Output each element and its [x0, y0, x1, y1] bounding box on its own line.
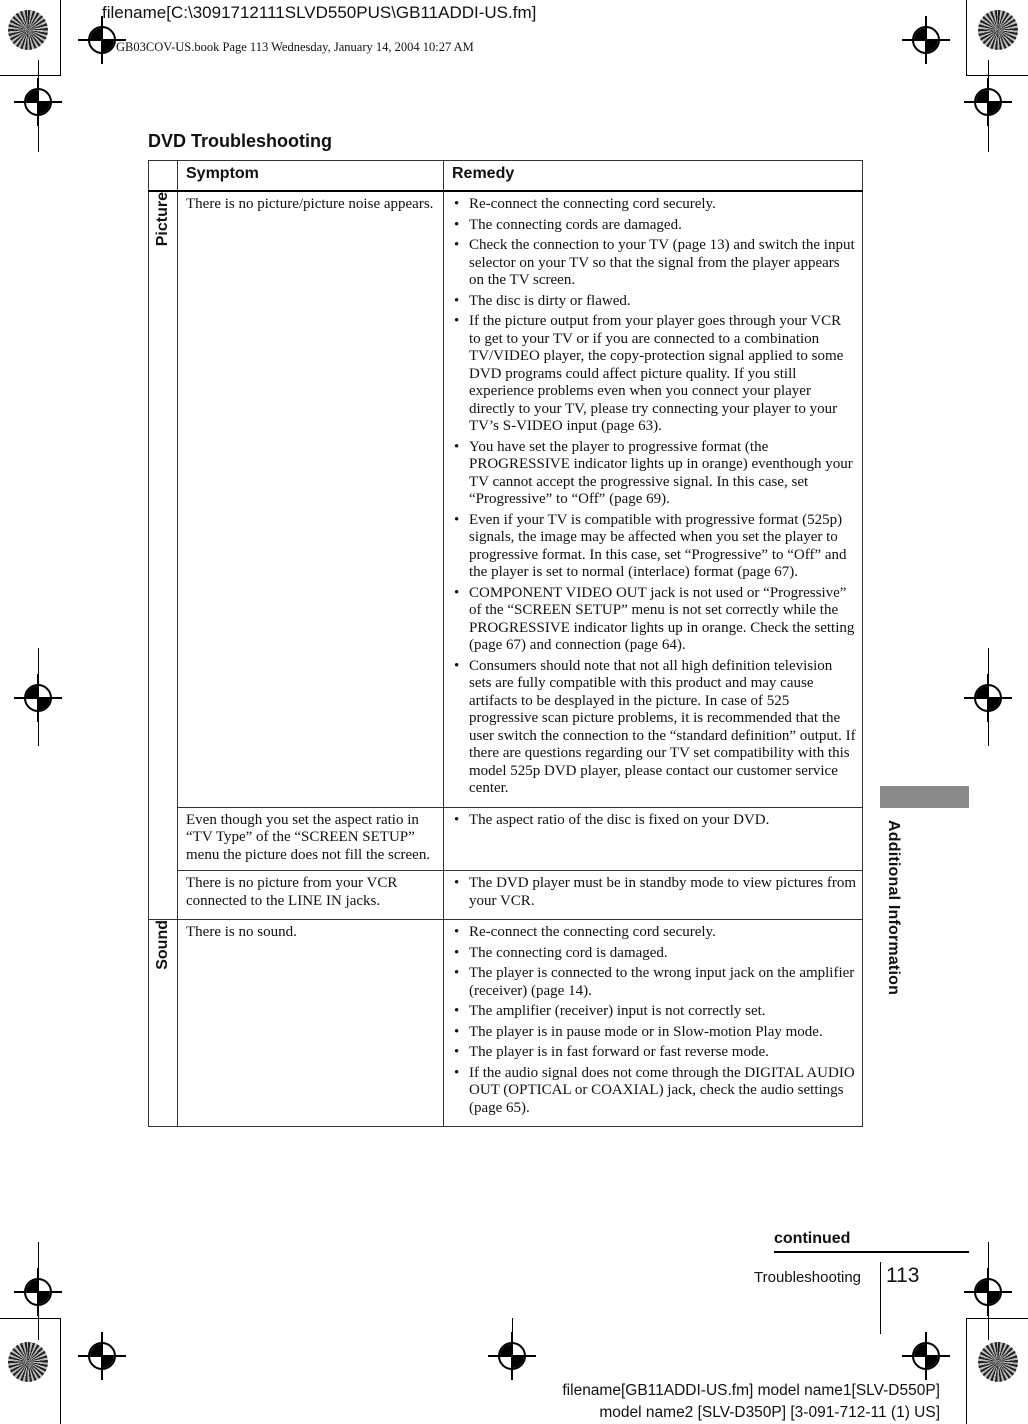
registration-mark-icon — [912, 1342, 940, 1370]
side-tab-bar — [880, 786, 969, 808]
list-item: • If the audio signal does not come through the DIGITAL AUDIO OUT (OPTICAL or COAXIAL) jack, check the audio settings (page 65). — [452, 1065, 856, 1118]
star-target-icon — [978, 1342, 1018, 1382]
list-item: • The connecting cords are damaged. — [452, 217, 856, 235]
list-item: • COMPONENT VIDEO OUT jack is not used or “Progressive” of the “SCREEN SETUP” menu is not set correctly while the PROGRESSIVE indicator lights up in orange. Check the setting (page 67) and connection (page 64). — [452, 585, 856, 655]
remedy-cell — [444, 871, 863, 920]
remedy-cell — [444, 807, 863, 871]
table-row — [149, 191, 863, 807]
registration-mark-icon — [974, 684, 1002, 712]
category-picture: Picture — [149, 191, 178, 920]
model-info: model name2 [SLV-D350P] [3-091-712-11 (1) US] — [599, 1404, 940, 1421]
page-title: DVD Troubleshooting — [148, 131, 332, 151]
footer-section-label: Troubleshooting — [754, 1269, 862, 1286]
star-target-icon — [978, 10, 1018, 50]
list-item: • Even if your TV is compatible with progressive format (525p) signals, the image may be affected when you set the player to progressive format. In this case, set “Progressive” to “Off” and the player is set to normal (interlace) format (page 67). — [452, 512, 856, 582]
list-item: • The DVD player must be in standby mode to view pictures from your VCR. — [452, 875, 856, 910]
registration-mark-icon — [88, 1342, 116, 1370]
divider — [774, 1251, 969, 1253]
symptom-cell: There is no sound. — [178, 920, 444, 1127]
remedy-cell — [444, 191, 863, 807]
registration-mark-icon — [24, 88, 52, 116]
list-item: • The aspect ratio of the disc is fixed on your DVD. — [452, 812, 856, 830]
page-number: 113 — [886, 1264, 920, 1287]
filename-footer: filename[GB11ADDI-US.fm] model name1[SLV-D550P] — [562, 1382, 940, 1399]
continued-label: continued — [774, 1230, 851, 1247]
troubleshooting-table — [148, 160, 863, 1127]
registration-mark-icon — [498, 1342, 526, 1370]
table-row — [149, 807, 863, 871]
table-row — [149, 871, 863, 920]
star-target-icon — [8, 10, 48, 50]
list-item: • The player is in pause mode or in Slow-motion Play mode. — [452, 1024, 856, 1042]
list-item: • The player is in fast forward or fast reverse mode. — [452, 1044, 856, 1062]
list-item: • The amplifier (receiver) input is not correctly set. — [452, 1003, 856, 1021]
registration-mark-icon — [974, 88, 1002, 116]
table-header-row — [149, 161, 863, 192]
list-item: • Re-connect the connecting cord securely. — [452, 924, 856, 942]
list-item: • Check the connection to your TV (page 13) and switch the input selector on your TV so that the signal from the player appears on the TV screen. — [452, 237, 856, 290]
list-item: • Re-connect the connecting cord securely. — [452, 196, 856, 214]
list-item: • If the picture output from your player goes through your VCR to get to your TV or if you are connected to a combination TV/VIDEO player, the copy-protection signal applied to some DVD programs could affect picture quality. If you still experience problems even when you connect your player directly to your TV, please try connecting your player to your TV’s S-VIDEO input (page 63). — [452, 313, 856, 436]
registration-mark-icon — [88, 26, 116, 54]
side-tab-label: Additional Information — [885, 820, 902, 996]
registration-mark-icon — [974, 1278, 1002, 1306]
list-item: • The disc is dirty or flawed. — [452, 293, 856, 311]
book-info: GB03COV-US.book Page 113 Wednesday, January 14, 2004 10:27 AM — [116, 40, 474, 54]
remedy-header: Remedy — [444, 161, 863, 192]
symptom-header: Symptom — [178, 161, 444, 192]
symptom-cell: There is no picture from your VCR connected to the LINE IN jacks. — [178, 871, 444, 920]
star-target-icon — [8, 1342, 48, 1382]
list-item: • The player is connected to the wrong input jack on the amplifier (receiver) (page 14). — [452, 965, 856, 1000]
remedy-cell — [444, 920, 863, 1127]
divider — [880, 1262, 881, 1334]
symptom-cell: There is no picture/picture noise appears. — [178, 191, 444, 807]
category-header — [149, 161, 178, 192]
list-item: • The connecting cord is damaged. — [452, 945, 856, 963]
registration-mark-icon — [24, 684, 52, 712]
registration-mark-icon — [24, 1278, 52, 1306]
list-item: • Consumers should note that not all high definition television sets are fully compatible with this product and may cause artifacts to be desplayed in the picture. In case of 525 progressive scan picture problems, it is recommended that the user switch the connection to the “standard definition” output. If there are questions regarding our TV set compatibility with this model 525p DVD player, please contact our customer service center. — [452, 658, 856, 798]
registration-mark-icon — [912, 26, 940, 54]
filename-header: filename[C:\3091712111SLVD550PUS\GB11ADDI-US.fm] — [102, 3, 537, 22]
category-sound: Sound — [149, 920, 178, 1127]
symptom-cell: Even though you set the aspect ratio in “TV Type” of the “SCREEN SETUP” menu the picture does not fill the screen. — [178, 807, 444, 871]
table-row — [149, 920, 863, 1127]
list-item: • You have set the player to progressive format (the PROGRESSIVE indicator lights up in orange) eventhough your TV cannot accept the progressive signal. In this case, set “Progressive” to “Off” (page 69). — [452, 439, 856, 509]
